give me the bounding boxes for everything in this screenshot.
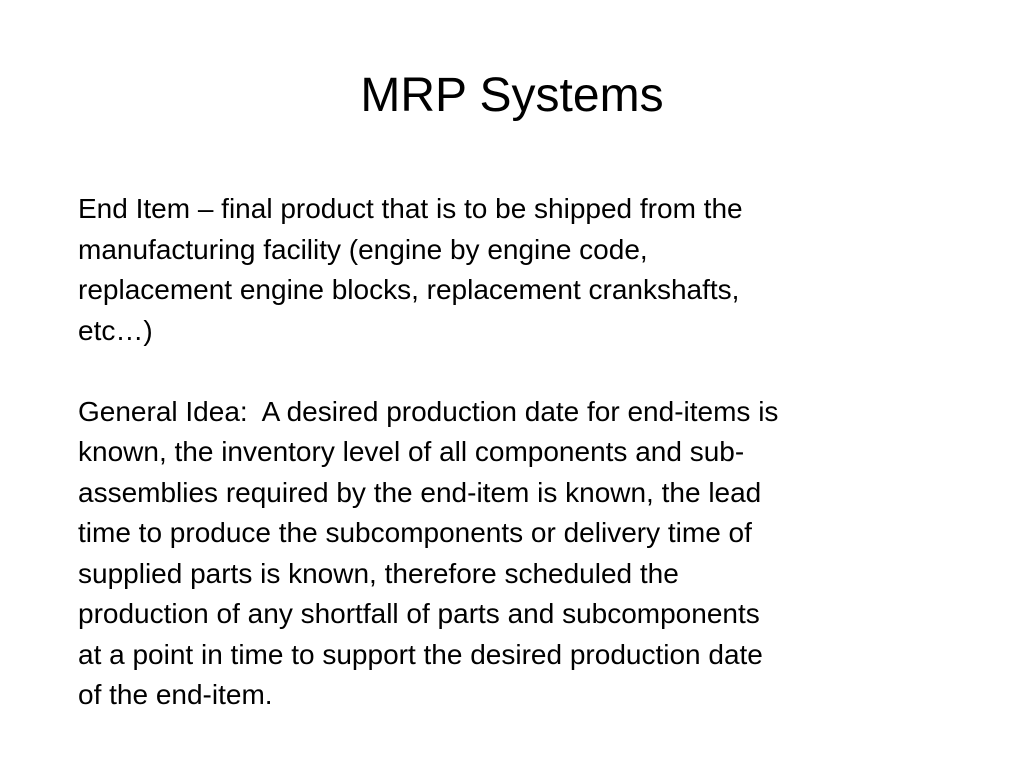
- text-line: assemblies required by the end-item is known, the lead: [78, 476, 762, 508]
- slide-title: MRP Systems: [360, 69, 664, 122]
- text-line: manufacturing facility (engine by engine code,: [78, 233, 648, 265]
- end-item-paragraph: [78, 189, 958, 351]
- text-line: known, the inventory level of all components and sub-: [78, 436, 745, 467]
- text-line: etc…): [78, 314, 153, 346]
- text-line: time to produce the subcomponents or delivery time of: [78, 517, 752, 548]
- text-line: End Item – final product that is to be shipped from the: [78, 193, 743, 224]
- general-idea-paragraph: [78, 392, 958, 716]
- text-line: of the end-item.: [78, 679, 273, 710]
- text-line: at a point in time to support the desired production date: [78, 638, 763, 670]
- text-line: General Idea: A desired production date for end-items is: [78, 395, 779, 427]
- text-line: supplied parts is known, therefore scheduled the: [78, 557, 679, 589]
- text-line: replacement engine blocks, replacement crankshafts,: [78, 274, 740, 305]
- slide-body: [78, 189, 958, 716]
- text-line: production of any shortfall of parts and subcomponents: [78, 598, 760, 629]
